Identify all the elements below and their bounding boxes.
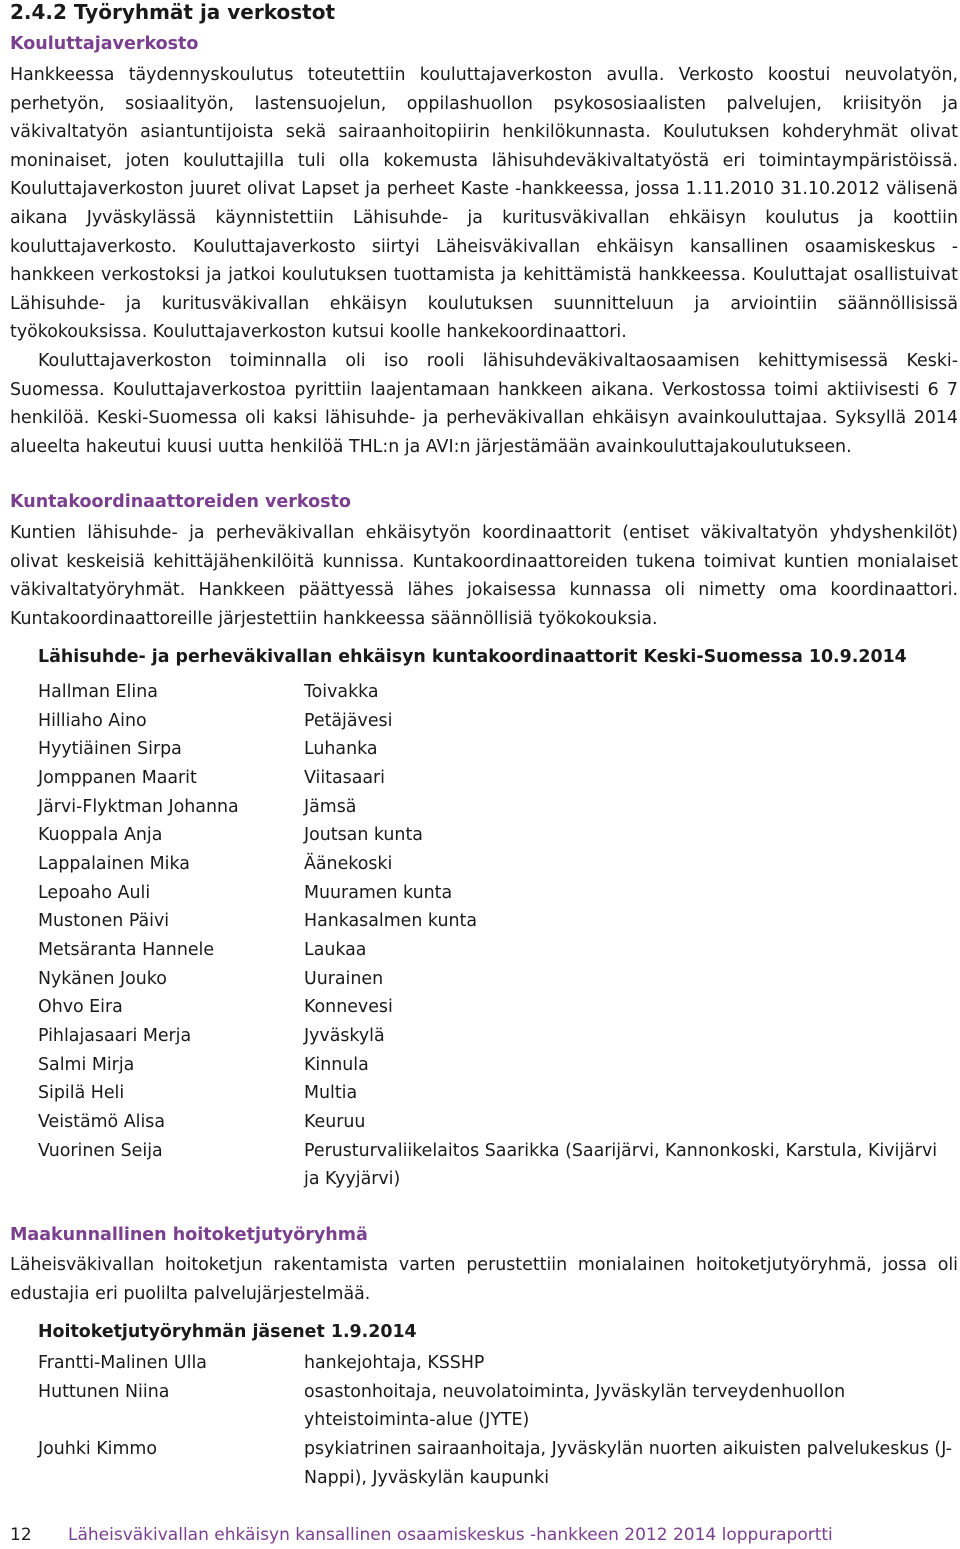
page-number: 12 [10,1525,32,1545]
municipality: Muuramen kunta [304,882,453,903]
list-item [38,993,958,1022]
municipality: Jyväskylä [304,1025,385,1046]
page-footer [10,1525,833,1545]
list-item [38,793,958,822]
list-item [38,1108,958,1137]
municipality: Äänekoski [304,853,393,874]
person-name: Frantti-Malinen Ulla [38,1353,207,1373]
municipality: Joutsan kunta [304,825,423,846]
person-name: Hyytiäinen Sirpa [38,739,182,760]
list-item [38,1378,958,1435]
person-name: Salmi Mirja [38,1054,135,1075]
list-item [38,850,958,879]
paragraph-kuntakoordinaattorit: Kuntien lähisuhde- ja perheväkivallan ehkäisytyön koordinaattorit (entiset väkivaltatyön yhdyshenkilöt) olivat keskeisiä kehittäjähenkilöitä kunnissa. Kuntakoordinaattoreiden tukena toimivat kuntien monialaiset väkivaltatyöryhmät. Hankkeen päättyessä lähes jokaisessa kunnassa oli nimetty oma koordinaattori. Kuntakoordinaattoreille järjestettiin hankkeessa säännöllisiä työkokouksia. [10,523,958,629]
list-item [38,879,958,908]
list-item [38,1137,958,1194]
list-item [38,678,958,707]
members-list [38,1349,958,1492]
role: osastonhoitaja, neuvolatoiminta, Jyväskylän terveydenhuollon yhteistoiminta-alue (JYTE) [304,1381,846,1431]
role: psykiatrinen sairaanhoitaja, Jyväskylän nuorten aikuisten palvelukeskus (J-Nappi), Jyväskylän kaupunki [304,1438,952,1488]
person-name: Nykänen Jouko [38,968,167,989]
municipality: Multia [304,1083,358,1104]
list-item [38,936,958,965]
person-name: Lepoaho Auli [38,882,151,903]
list-item [38,764,958,793]
list-item [38,1022,958,1051]
person-name: Pihlajasaari Merja [38,1025,192,1046]
section-heading: 2.4.2 Työryhmät ja verkostot [10,0,335,24]
subheading-kuntakoordinaattorit: Kuntakoordinaattoreiden verkosto [10,492,351,512]
person-name: Järvi-Flyktman Johanna [38,796,239,817]
person-name: Sipilä Heli [38,1083,125,1104]
municipality: Viitasaari [304,767,386,788]
municipality: Perusturvaliikelaitos Saarikka (Saarijärvi, Kannonkoski, Karstula, Kivijärvi ja Kyyjärvi) [304,1140,938,1190]
municipality: Keuruu [304,1111,366,1132]
person-name: Veistämö Alisa [38,1111,165,1132]
list-item [38,707,958,736]
municipality: Petäjävesi [304,710,393,731]
list-item [38,965,958,994]
role: hankejohtaja, KSSHP [304,1353,485,1373]
municipality: Kinnula [304,1054,369,1075]
municipality: Uurainen [304,968,384,989]
person-name: Mustonen Päivi [38,911,170,932]
municipality: Konnevesi [304,997,393,1018]
subheading-kouluttajaverkosto: Kouluttajaverkosto [10,34,199,54]
person-name: Kuoppala Anja [38,825,163,846]
municipality: Luhanka [304,739,378,760]
coordinators-table-title: Lähisuhde- ja perheväkivallan ehkäisyn kuntakoordinaattorit Keski-Suomessa 10.9.2014 [38,647,907,667]
list-item [38,1051,958,1080]
paragraph-kouluttajaverkosto-1: Hankkeessa täydennyskoulutus toteutettiin kouluttajaverkoston avulla. Verkosto koostui neuvolatyön, perhetyön, sosiaalityön, lastensuojelun, oppilashuollon psykososiaalisten palvelujen, kriisityön ja väkivaltatyön asiantuntijoista sekä sairaanhoitopiirin henkilökunnasta. Koulutuksen kohderyhmät olivat moninaiset, joten kouluttajilla tuli olla kokemusta lähisuhdeväkivaltatyöstä eri toimintaympäristöissä. Kouluttajaverkoston juuret olivat Lapset ja perheet Kaste -hankkeessa, jossa 1.11.2010 31.10.2012 välisenä aikana Jyväskylässä käynnistettiin Lähisuhde- ja kuritusväkivallan ehkäisyn koulutus ja koottiin kouluttajaverkosto. Kouluttajaverkosto siirtyi Läheisväkivallan ehkäisyn kansallinen osaamiskeskus -hankkeen verkostoksi ja jatkoi koulutuksen tuottamista ja kehittämistä hankkeessa. Kouluttajat osallistuivat Lähisuhde- ja kuritusväkivallan ehkäisyn koulutuksen suunnitteluun ja arviointiin säännöllisissä työkokouksissa. Kouluttajaverkoston kutsui koolle hankekoordinaattori. [10,65,958,343]
person-name: Metsäranta Hannele [38,939,215,960]
person-name: Huttunen Niina [38,1381,170,1402]
footer-text: Läheisväkivallan ehkäisyn kansallinen osaamiskeskus -hankkeen 2012 2014 loppuraportti [68,1525,833,1545]
subheading-hoitoketjutyoryhma: Maakunnallinen hoitoketjutyöryhmä [10,1225,368,1245]
list-item [38,1435,958,1492]
municipality: Toivakka [304,682,379,702]
paragraph-hoitoketjutyoryhma: Läheisväkivallan hoitoketjun rakentamista varten perustettiin monialainen hoitoketjutyöryhmä, jossa oli edustajia eri puolilta palvelujärjestelmää. [10,1255,958,1304]
person-name: Hallman Elina [38,682,158,702]
members-table-title: Hoitoketjutyöryhmän jäsenet 1.9.2014 [38,1322,417,1342]
person-name: Lappalainen Mika [38,853,190,874]
person-name: Hilliaho Aino [38,710,147,731]
person-name: Jouhki Kimmo [38,1438,158,1459]
list-item [38,1349,958,1378]
list-item [38,1079,958,1108]
list-item [38,735,958,764]
municipality: Jämsä [304,796,357,817]
municipality: Laukaa [304,939,367,960]
person-name: Vuorinen Seija [38,1140,163,1161]
list-item [38,907,958,936]
paragraph-kouluttajaverkosto-2: Kouluttajaverkoston toiminnalla oli iso rooli lähisuhdeväkivaltaosaamisen kehittymisessä Keski-Suomessa. Kouluttajaverkostoa pyrittiin laajentamaan hankkeen aikana. Verkostossa toimi aktiivisesti 6 7 henkilöä. Keski-Suomessa oli kaksi lähisuhde- ja perheväkivallan ehkäisyn avainkouluttajaa. Syksyllä 2014 alueelta hakeutui kuusi uutta henkilöä THL:n ja AVI:n järjestämään avainkouluttajakoulutukseen. [10,351,958,457]
municipality: Hankasalmen kunta [304,911,477,932]
coordinators-list [38,678,958,1194]
person-name: Ohvo Eira [38,997,123,1018]
list-item [38,821,958,850]
person-name: Jomppanen Maarit [38,767,197,788]
